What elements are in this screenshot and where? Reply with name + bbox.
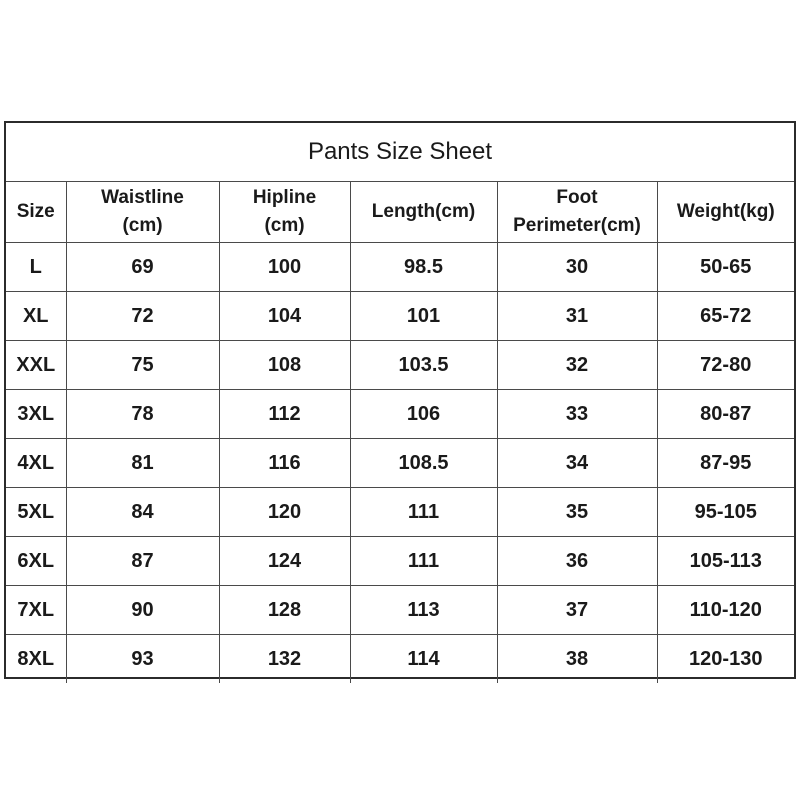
column-header-line: Weight(kg) [676, 201, 775, 222]
table-row [6, 586, 794, 635]
cell-length: 106 [350, 390, 497, 439]
cell-size: 4XL [6, 439, 66, 488]
cell-weight: 120-130 [657, 635, 794, 684]
column-header-line: Hipline [252, 187, 317, 208]
column-header-line: Waistline [101, 187, 184, 208]
cell-waistline: 72 [66, 292, 219, 341]
table-row [6, 439, 794, 488]
cell-foot-perimeter: 32 [497, 341, 657, 390]
cell-weight: 110-120 [657, 586, 794, 635]
table-row [6, 341, 794, 390]
column-header-line: (cm) [122, 215, 163, 236]
column-header-line: Perimeter(cm) [513, 215, 641, 236]
cell-length: 111 [350, 537, 497, 586]
column-header-size [6, 182, 66, 243]
cell-length: 113 [350, 586, 497, 635]
cell-length: 103.5 [350, 341, 497, 390]
cell-waistline: 81 [66, 439, 219, 488]
cell-waistline: 75 [66, 341, 219, 390]
cell-waistline: 87 [66, 537, 219, 586]
column-header-line: Foot [556, 187, 598, 208]
cell-foot-perimeter: 33 [497, 390, 657, 439]
cell-size: 3XL [6, 390, 66, 439]
table-body [6, 243, 794, 684]
cell-waistline: 93 [66, 635, 219, 684]
cell-weight: 50-65 [657, 243, 794, 292]
cell-hipline: 128 [219, 586, 350, 635]
cell-waistline: 84 [66, 488, 219, 537]
cell-size: 5XL [6, 488, 66, 537]
table-title: Pants Size Sheet [6, 123, 794, 182]
cell-foot-perimeter: 30 [497, 243, 657, 292]
cell-weight: 65-72 [657, 292, 794, 341]
cell-waistline: 69 [66, 243, 219, 292]
column-header-line: Length(cm) [371, 201, 476, 222]
size-sheet-table-frame [4, 121, 796, 679]
cell-weight: 95-105 [657, 488, 794, 537]
cell-foot-perimeter: 31 [497, 292, 657, 341]
cell-length: 101 [350, 292, 497, 341]
column-header-line: Size [16, 201, 55, 222]
column-header-length [350, 182, 497, 243]
cell-weight: 72-80 [657, 341, 794, 390]
cell-hipline: 124 [219, 537, 350, 586]
table-row [6, 537, 794, 586]
cell-foot-perimeter: 34 [497, 439, 657, 488]
cell-hipline: 132 [219, 635, 350, 684]
cell-length: 114 [350, 635, 497, 684]
cell-foot-perimeter: 38 [497, 635, 657, 684]
cell-weight: 80-87 [657, 390, 794, 439]
cell-hipline: 120 [219, 488, 350, 537]
table-row [6, 390, 794, 439]
column-header-hipline [219, 182, 350, 243]
cell-hipline: 100 [219, 243, 350, 292]
cell-waistline: 78 [66, 390, 219, 439]
cell-size: 7XL [6, 586, 66, 635]
cell-hipline: 112 [219, 390, 350, 439]
cell-hipline: 104 [219, 292, 350, 341]
column-header-line: (cm) [264, 215, 305, 236]
cell-foot-perimeter: 35 [497, 488, 657, 537]
cell-weight: 105-113 [657, 537, 794, 586]
cell-size: XXL [6, 341, 66, 390]
cell-hipline: 108 [219, 341, 350, 390]
column-header-foot-perimeter [497, 182, 657, 243]
cell-length: 98.5 [350, 243, 497, 292]
cell-hipline: 116 [219, 439, 350, 488]
table-row [6, 635, 794, 684]
size-sheet-table [6, 123, 794, 683]
column-header-waistline [66, 182, 219, 243]
column-header-weight [657, 182, 794, 243]
cell-foot-perimeter: 37 [497, 586, 657, 635]
cell-foot-perimeter: 36 [497, 537, 657, 586]
cell-size: 6XL [6, 537, 66, 586]
cell-size: L [6, 243, 66, 292]
cell-waistline: 90 [66, 586, 219, 635]
cell-length: 108.5 [350, 439, 497, 488]
cell-weight: 87-95 [657, 439, 794, 488]
header-row [6, 182, 794, 243]
cell-size: XL [6, 292, 66, 341]
table-row [6, 243, 794, 292]
table-row [6, 292, 794, 341]
cell-length: 111 [350, 488, 497, 537]
table-row [6, 488, 794, 537]
cell-size: 8XL [6, 635, 66, 684]
